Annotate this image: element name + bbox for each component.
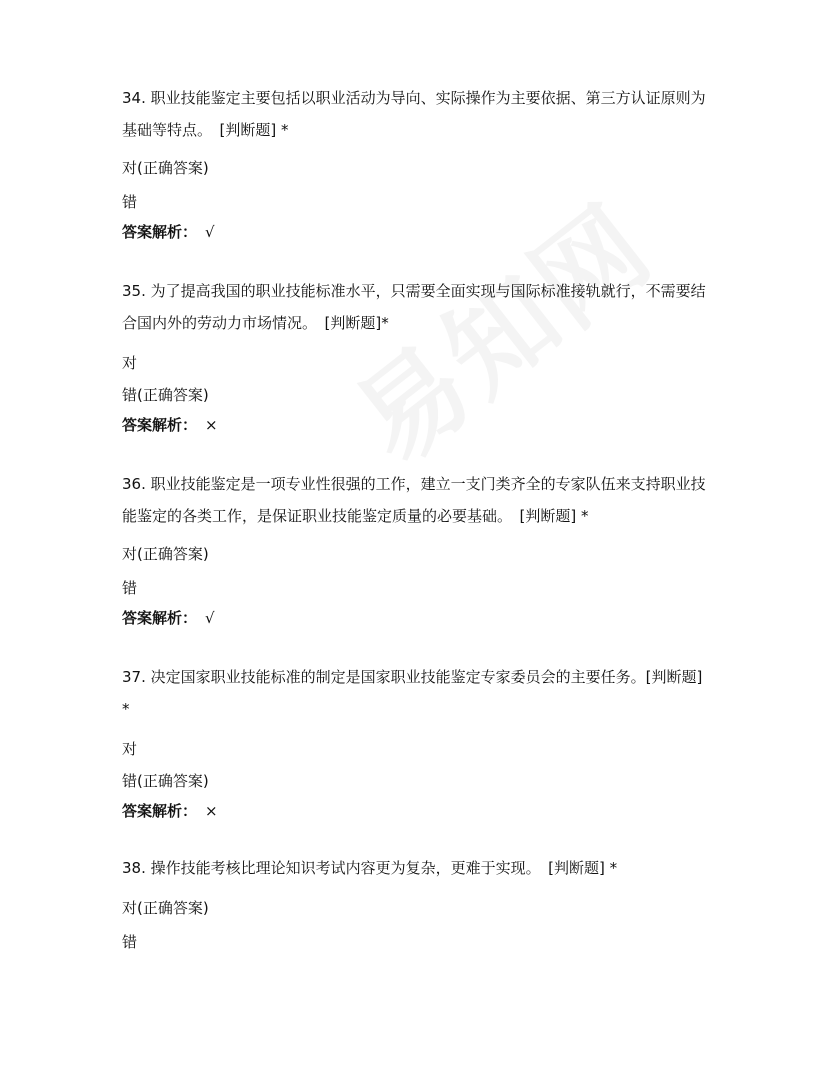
- option-correct: 对: [122, 740, 138, 758]
- answer-mark: ×: [205, 802, 218, 820]
- question-35: [122, 275, 712, 435]
- answer-analysis: [122, 801, 712, 821]
- option-correct: 对(正确答案): [122, 899, 209, 917]
- answer-mark: √: [205, 223, 215, 241]
- analysis-label: 答案解析：: [122, 802, 198, 820]
- option-wrong: 错(正确答案): [122, 772, 209, 790]
- option-wrong: 错(正确答案): [122, 386, 209, 404]
- analysis-label: 答案解析：: [122, 223, 198, 241]
- question-36: [122, 468, 712, 628]
- question-text: 34. 职业技能鉴定主要包括以职业活动为导向、实际操作为主要依据、第三方认证原则为基础等特点。 [判断题] *: [122, 89, 706, 139]
- answer-analysis: [122, 222, 712, 242]
- question-text: 38. 操作技能考核比理论知识考试内容更为复杂，更难于实现。 [判断题] *: [122, 859, 618, 877]
- question-37: [122, 661, 712, 821]
- analysis-label: 答案解析：: [122, 609, 198, 627]
- analysis-label: 答案解析：: [122, 416, 198, 434]
- question-text: 37. 决定国家职业技能标准的制定是国家职业技能鉴定专家委员会的主要任务。[判断题] *: [122, 668, 703, 718]
- option-correct: 对(正确答案): [122, 545, 209, 563]
- answer-analysis: [122, 608, 712, 628]
- option-wrong: 错: [122, 193, 138, 211]
- question-text: 35. 为了提高我国的职业技能标准水平，只需要全面实现与国际标准接轨就行，不需要结合国内外的劳动力市场情况。 [判断题]*: [122, 282, 706, 332]
- answer-analysis: [122, 415, 712, 435]
- option-wrong: 错: [122, 579, 138, 597]
- answer-mark: √: [205, 609, 215, 627]
- question-34: [122, 82, 712, 242]
- question-38: [122, 852, 712, 952]
- option-correct: 对: [122, 354, 138, 372]
- option-wrong: 错: [122, 933, 138, 951]
- answer-mark: ×: [205, 416, 218, 434]
- question-text: 36. 职业技能鉴定是一项专业性很强的工作，建立一支门类齐全的专家队伍来支持职业技能鉴定的各类工作，是保证职业技能鉴定质量的必要基础。 [判断题] *: [122, 475, 706, 525]
- option-correct: 对(正确答案): [122, 159, 209, 177]
